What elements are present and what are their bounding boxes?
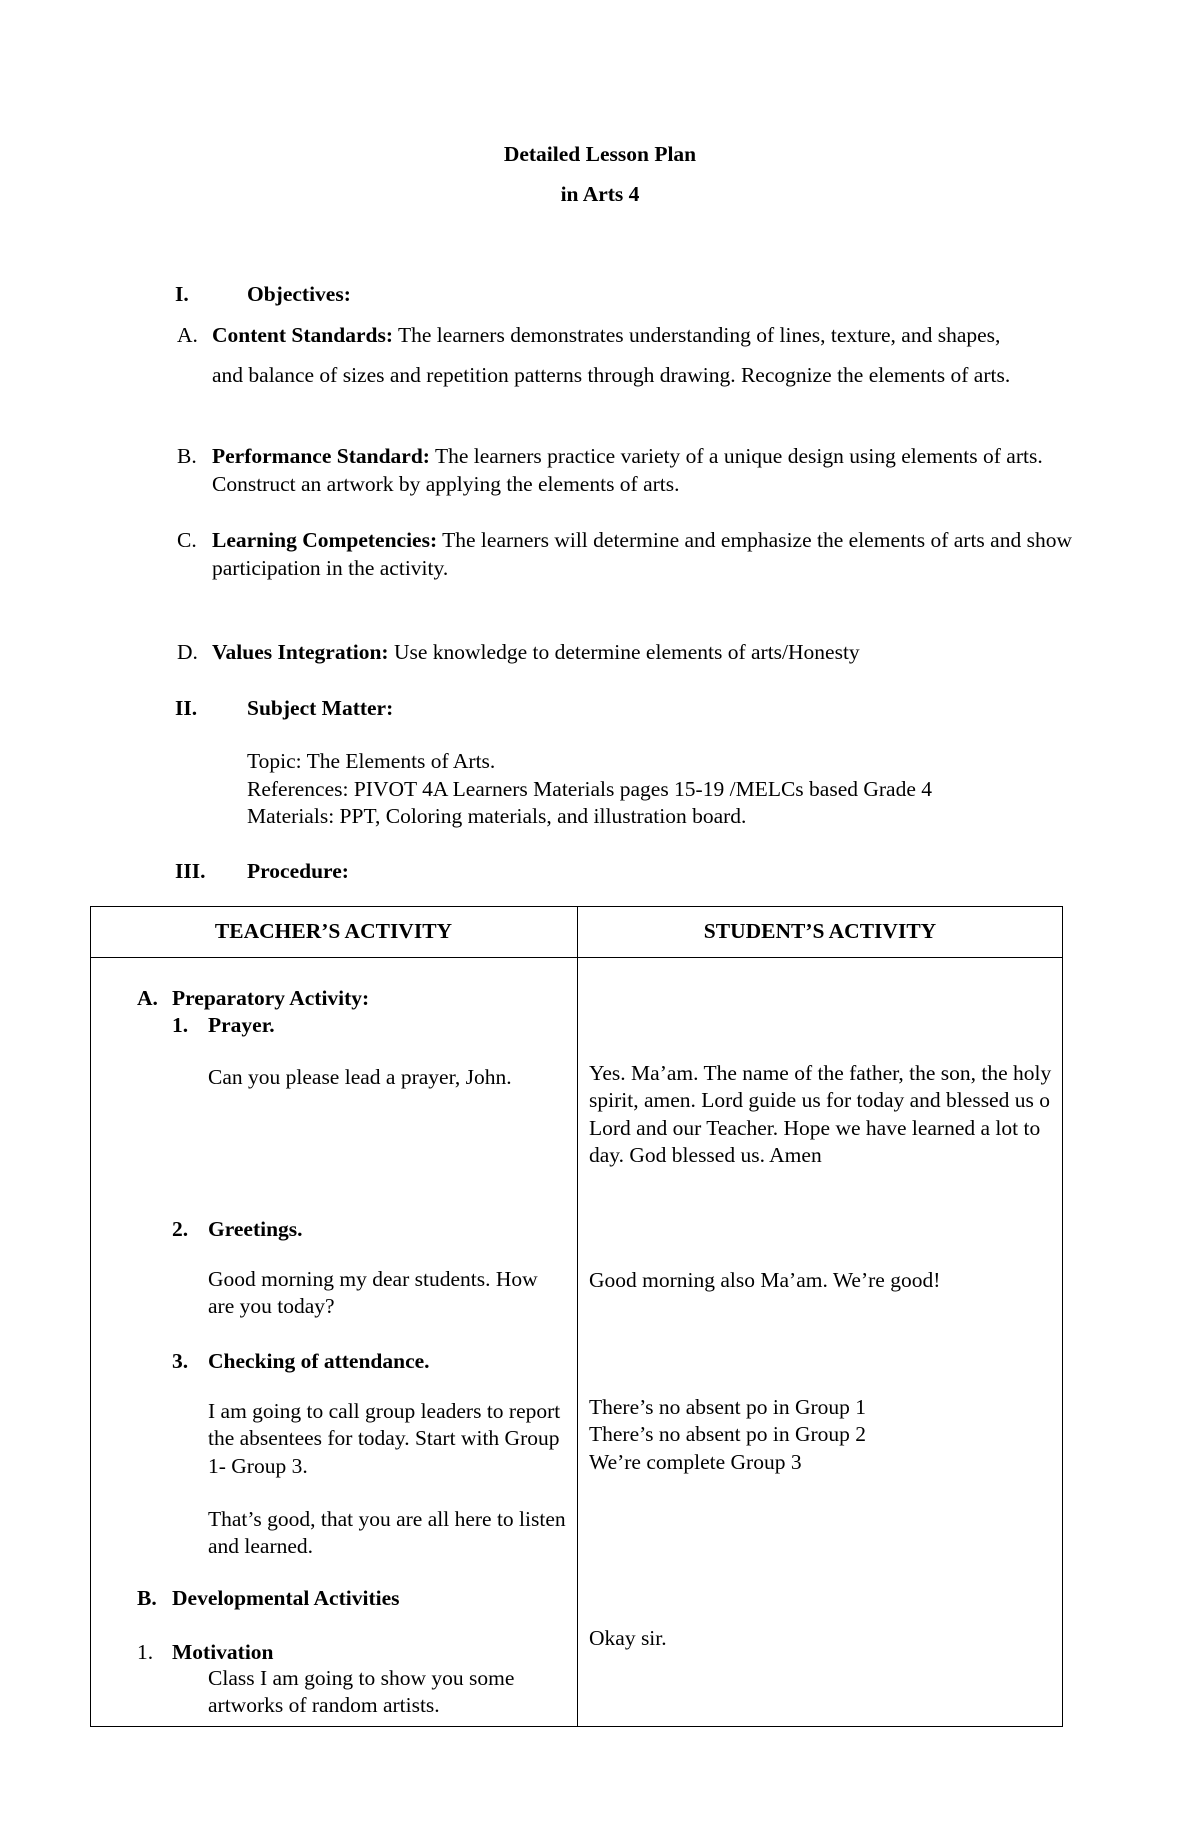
- objective-d-text: Use knowledge to determine elements of arts/Honesty: [393, 640, 860, 664]
- attendance-teacher-text: I am going to call group leaders to report the absentees for today. Start with Group 1- Group 3.: [208, 1399, 561, 1478]
- objective-b-letter: B.: [177, 444, 197, 468]
- page-title: Detailed Lesson Plan: [503, 142, 697, 166]
- attendance-student-line-2: There’s no absent po in Group 2: [589, 1422, 867, 1446]
- objective-c-letter: C.: [177, 528, 197, 552]
- page-subtitle: in Arts 4: [560, 182, 640, 206]
- subject-references: References: PIVOT 4A Learners Materials pages 15-19 /MELCs based Grade 4: [247, 777, 933, 801]
- objective-values-integration: [212, 640, 860, 665]
- subject-topic: Topic: The Elements of Arts.: [247, 749, 496, 773]
- prayer-title: Prayer.: [208, 1013, 275, 1037]
- objective-d-letter: D.: [177, 640, 198, 664]
- subject-matter-numeral: II.: [175, 696, 198, 720]
- motivation-title: Motivation: [172, 1640, 274, 1664]
- greetings-teacher-text: Good morning my dear students. How are you today?: [208, 1267, 538, 1319]
- attendance-student-line-3: We’re complete Group 3: [589, 1450, 802, 1474]
- motivation-teacher-text: Class I am going to show you some artworks of random artists.: [208, 1666, 515, 1718]
- prayer-teacher-text: Can you please lead a prayer, John.: [208, 1065, 512, 1089]
- teacher-activity-header: TEACHER’S ACTIVITY: [214, 919, 453, 943]
- greetings-student-text: Good morning also Ma’am. We’re good!: [589, 1268, 941, 1292]
- attendance-student-line-1: There’s no absent po in Group 1: [589, 1395, 867, 1419]
- objective-a-letter: A.: [177, 323, 198, 347]
- greetings-title: Greetings.: [208, 1217, 303, 1241]
- section-a-title: Preparatory Activity:: [172, 986, 370, 1010]
- objective-b-label: Performance Standard:: [212, 444, 430, 468]
- subject-materials: Materials: PPT, Coloring materials, and illustration board.: [247, 804, 747, 828]
- objectives-heading: Objectives:: [247, 282, 351, 306]
- motivation-number: 1.: [137, 1640, 154, 1664]
- section-b-title: Developmental Activities: [172, 1586, 400, 1610]
- greetings-number: 2.: [172, 1217, 189, 1241]
- procedure-heading: Procedure:: [247, 859, 349, 883]
- objective-c-label: Learning Competencies:: [212, 528, 438, 552]
- attendance-title: Checking of attendance.: [208, 1349, 430, 1373]
- attendance-number: 3.: [172, 1349, 189, 1373]
- student-activity-header: STUDENT’S ACTIVITY: [703, 919, 937, 943]
- objective-a-label: Content Standards:: [212, 323, 393, 347]
- objective-d-label: Values Integration:: [212, 640, 389, 664]
- objectives-numeral: I.: [175, 282, 189, 306]
- table-column-divider: [577, 906, 578, 1727]
- objective-a-text: The learners demonstrates understanding of lines, texture, and shapes, and balance of sizes and repetition patterns through drawing. Recognize the elements of arts.: [212, 323, 1011, 387]
- objective-learning-competencies: [212, 526, 1082, 582]
- attendance-teacher-text-2: That’s good, that you are all here to listen and learned.: [208, 1507, 566, 1559]
- objective-content-standards: [212, 315, 1032, 395]
- prayer-number: 1.: [172, 1013, 189, 1037]
- section-b-letter: B.: [137, 1586, 157, 1610]
- section-a-letter: A.: [137, 986, 158, 1010]
- prayer-student-text: Yes. Ma’am. The name of the father, the son, the holy spirit, amen. Lord guide us for today and blessed us o Lord and our Teacher. Hope we have learned a lot to day. God blessed us. Amen: [589, 1061, 1052, 1167]
- procedure-numeral: III.: [175, 859, 206, 883]
- objective-performance-standard: [212, 442, 1062, 498]
- subject-matter-heading: Subject Matter:: [247, 696, 394, 720]
- objective-c-text: The learners will determine and emphasize the elements of arts and show participation in the activity.: [212, 528, 1072, 580]
- objective-b-text: The learners practice variety of a unique design using elements of arts. Construct an artwork by applying the elements of arts.: [212, 444, 1043, 496]
- motivation-student-text: Okay sir.: [589, 1626, 667, 1650]
